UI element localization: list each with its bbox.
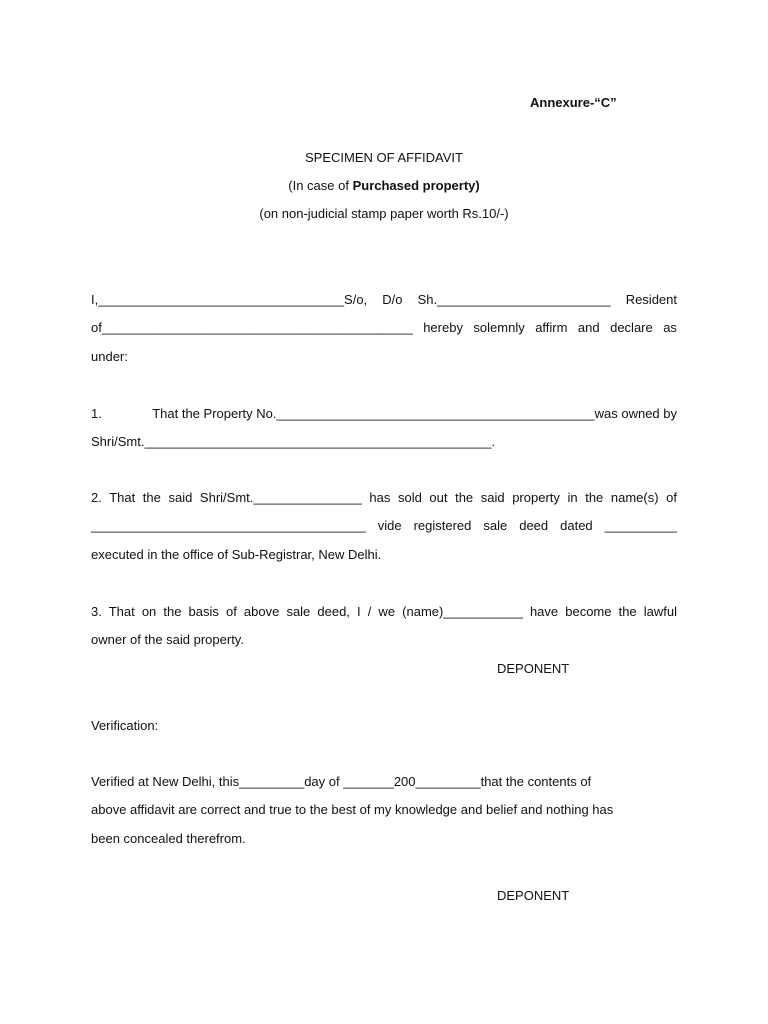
verification-line-2: above affidavit are correct and true to the best of my knowledge and belief and nothing has — [91, 802, 614, 817]
para2-line-2: ______________________________________ vide registered sale deed dated __________ — [91, 518, 677, 533]
intro-line-3: under: — [91, 349, 128, 364]
intro-line-1: I,__________________________________S/o, D/o Sh.________________________ Resident — [91, 292, 677, 307]
annexure-label: Annexure-“C” — [530, 95, 617, 110]
document-title: SPECIMEN OF AFFIDAVIT — [305, 150, 463, 165]
para2-line-3: executed in the office of Sub-Registrar, New Delhi. — [91, 547, 382, 562]
verification-line-1: Verified at New Delhi, this_________day of _______200_________that the contents of — [91, 774, 592, 789]
document-subtitle: (In case of Purchased property) — [288, 178, 480, 193]
para1-line-1: 1. That the Property No.____________________________________________was owned by — [91, 406, 677, 421]
para2-line-1: 2. That the said Shri/Smt._______________ has sold out the said property in the name(s) of — [91, 490, 677, 505]
para3-line-1: 3. That on the basis of above sale deed, I / we (name)___________ have become the lawful — [91, 604, 677, 619]
deponent-label-1: DEPONENT — [497, 661, 570, 676]
para1-line-2: Shri/Smt.________________________________________________. — [91, 434, 496, 449]
verification-line-3: been concealed therefrom. — [91, 831, 246, 846]
para3-line-2: owner of the said property. — [91, 632, 244, 647]
intro-line-2: of___________________________________________ hereby solemnly affirm and declare as — [91, 320, 677, 335]
verification-heading: Verification: — [91, 718, 159, 733]
deponent-label-2: DEPONENT — [497, 888, 570, 903]
stamp-paper-note: (on non-judicial stamp paper worth Rs.10/-) — [259, 206, 509, 221]
